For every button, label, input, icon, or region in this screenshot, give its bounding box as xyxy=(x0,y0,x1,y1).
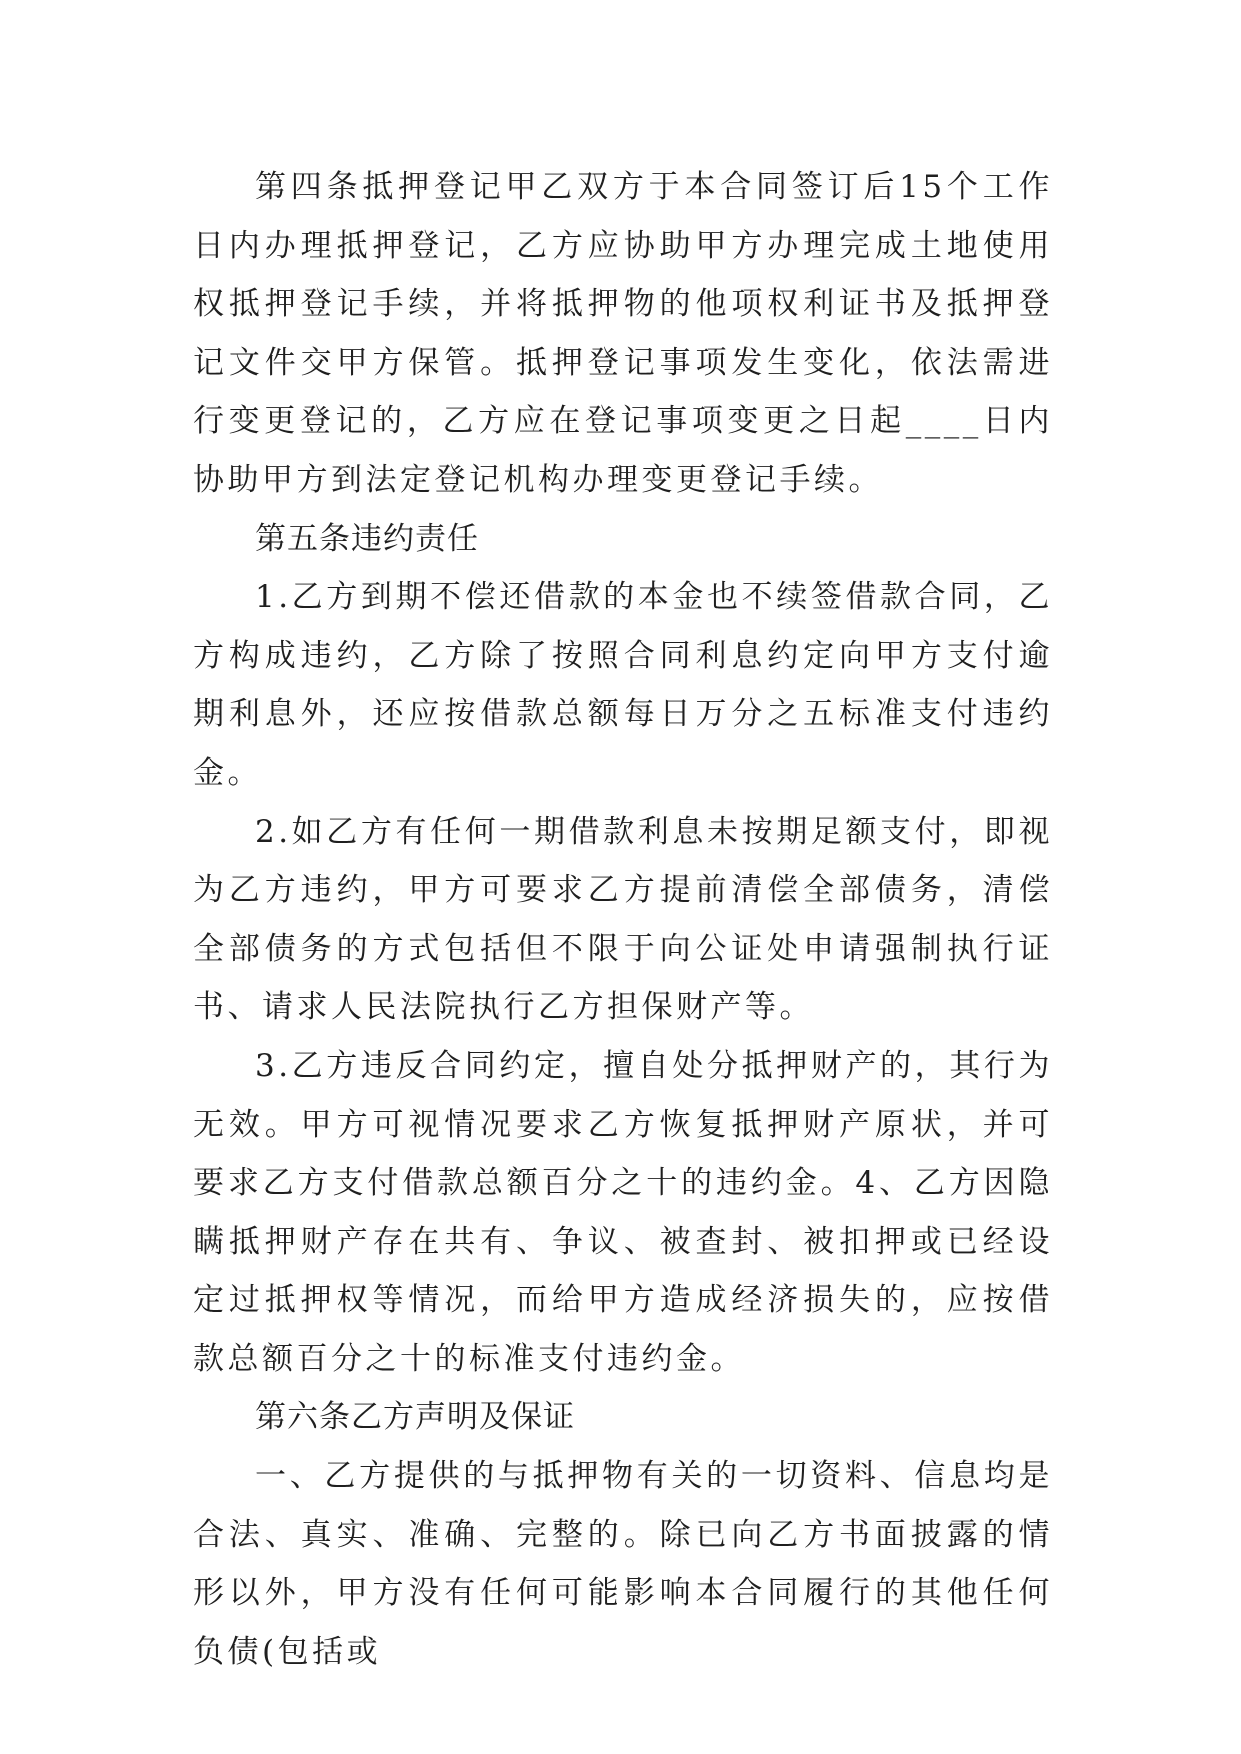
article-4-paragraph: 第四条抵押登记甲乙双方于本合同签订后15个工作日内办理抵押登记，乙方应协助甲方办理完成土地使用权抵押登记手续，并将抵押物的他项权利证书及抵押登记文件交甲方保管。抵押登记事项发生变化，依法需进行变更登记的，乙方应在登记事项变更之日起____日内协助甲方到法定登记机构办理变更登记手续。 xyxy=(193,169,1053,498)
article-5-heading: 第五条违约责任 xyxy=(255,520,479,557)
clause-6-1-paragraph: 一、乙方提供的与抵押物有关的一切资料、信息均是合法、真实、准确、完整的。除已向乙方书面披露的情形以外，甲方没有任何可能影响本合同履行的其他任何负债(包括或 xyxy=(193,1458,1053,1670)
article-6-heading: 第六条乙方声明及保证 xyxy=(255,1399,575,1436)
clause-5-3-paragraph: 3.乙方违反合同约定，擅自处分抵押财产的，其行为无效。甲方可视情况要求乙方恢复抵押财产原状，并可要求乙方支付借款总额百分之十的违约金。4、乙方因隐瞒抵押财产存在共有、争议、被查封、被扣押或已经设定过抵押权等情况，而给甲方造成经济损失的，应按借款总额百分之十的标准支付违约金。 xyxy=(193,1047,1053,1377)
clause-5-1-paragraph: 1.乙方到期不偿还借款的本金也不续签借款合同，乙方构成违约，乙方除了按照合同利息约定向甲方支付逾期利息外，还应按借款总额每日万分之五标准支付违约金。 xyxy=(193,579,1053,791)
document-body xyxy=(193,158,1053,1681)
clause-5-2-paragraph: 2.如乙方有任何一期借款利息未按期足额支付，即视为乙方违约，甲方可要求乙方提前清偿全部债务，清偿全部债务的方式包括但不限于向公证处申请强制执行证书、请求人民法院执行乙方担保财产等。 xyxy=(193,813,1053,1026)
